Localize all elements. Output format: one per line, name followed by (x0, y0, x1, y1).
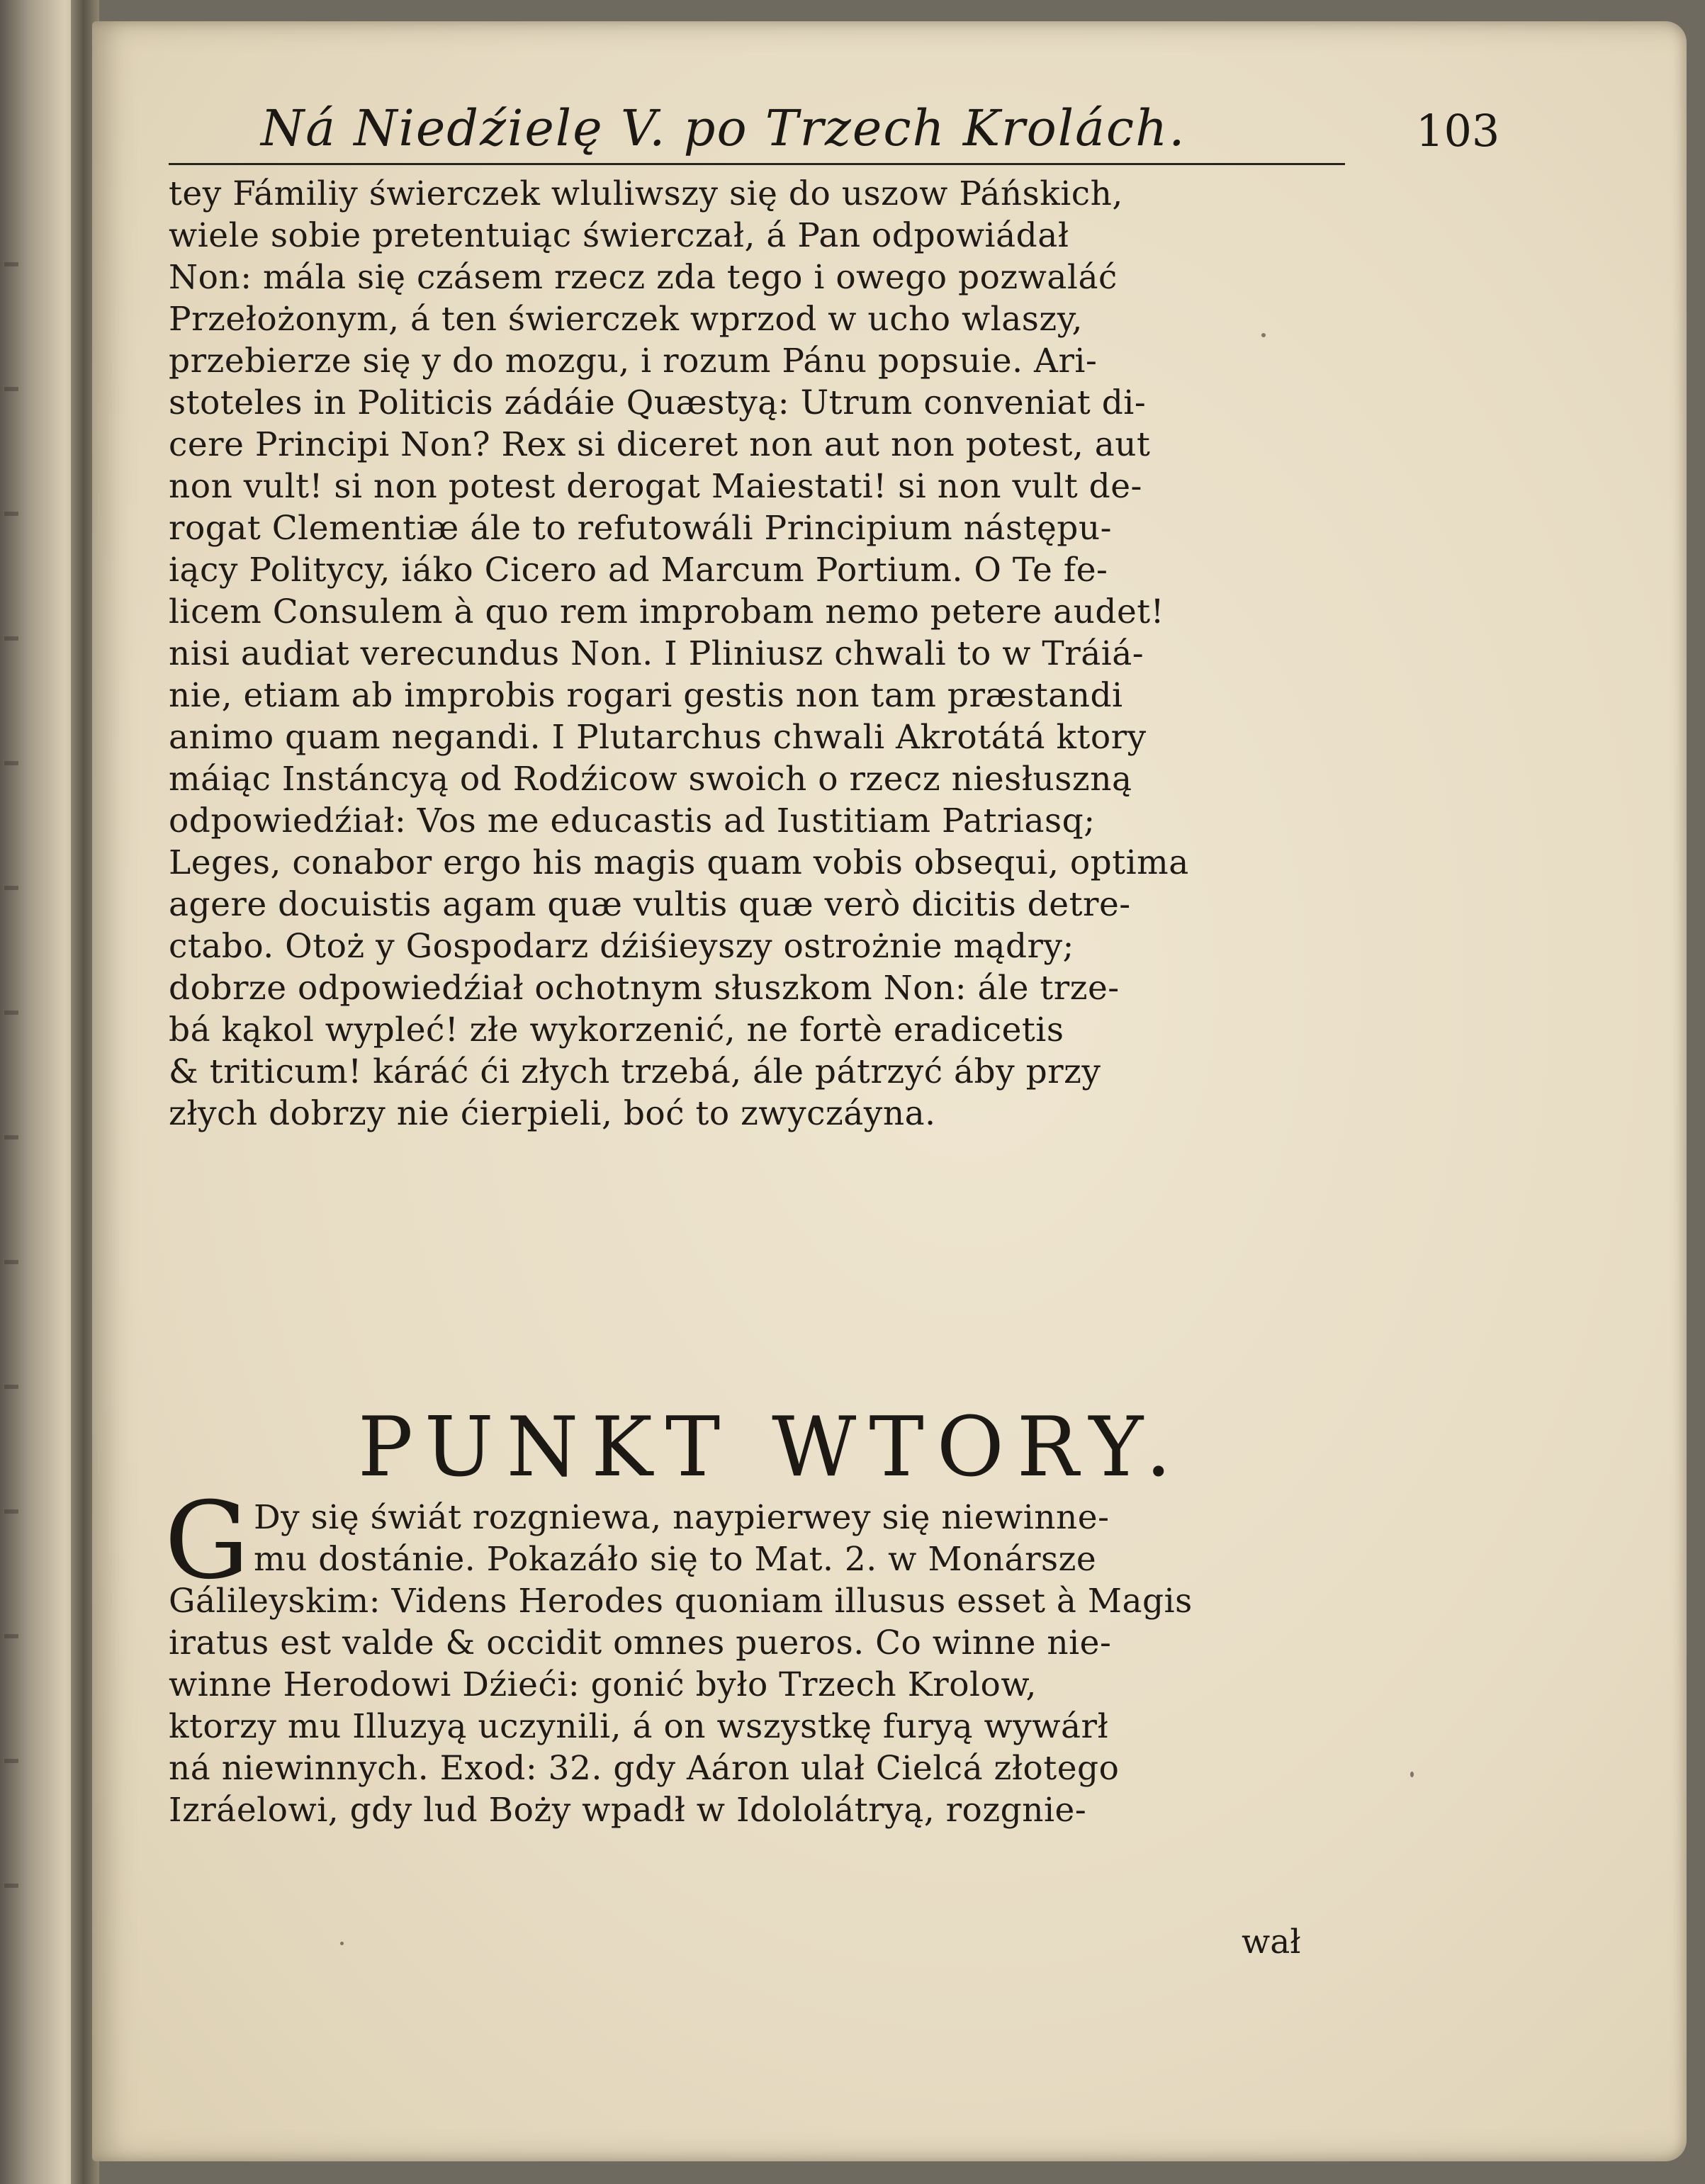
text-line: nie, etiam ab improbis rogari gestis non tam præstandi (169, 676, 1123, 715)
paper-speck (1410, 1772, 1414, 1777)
text-line: ktorzy mu Illuzyą uczynili, á on wszystkę furyą wywárł (169, 1707, 1109, 1746)
text-line: Non: mála się czásem rzecz zda tego i owego pozwaláć (169, 258, 1118, 297)
text-line: & triticum! káráć ći złych trzebá, ále pátrzyć áby przy (169, 1052, 1101, 1091)
text-line: wiele sobie pretentuiąc świerczał, á Pan odpowiádał (169, 216, 1069, 255)
text-line: Przełożonym, á ten świerczek wprzod w ucho wlaszy, (169, 300, 1083, 339)
text-line: Dy się świát rozgniewa, naypierwey się niewinne- (254, 1498, 1110, 1537)
text-line: złych dobrzy nie ćierpieli, boć to zwyczáyna. (169, 1094, 936, 1133)
text-line: Gálileyskim: Videns Herodes quoniam illusus esset à Magis (169, 1582, 1193, 1621)
text-line: agere docuistis agam quæ vultis quæ verò dicitis detre- (169, 885, 1131, 924)
text-line: dobrze odpowiedźiał ochotnym słuszkom Non: ále trze- (169, 969, 1120, 1008)
section-body (164, 1480, 1373, 1831)
running-head: Ná Niedźielę V. po Trzech Krolách. (261, 99, 1186, 157)
text-line: mu dostánie. Pokazáło się to Mat. 2. w Monárszе (254, 1540, 1097, 1579)
text-line: licem Consulem à quo rem improbam nemo petere audet! (169, 592, 1165, 631)
facing-page-marks (4, 142, 18, 1984)
text-line: iratus est valde & occidit omnes pueros. Co winne nie- (169, 1623, 1112, 1662)
body-text (169, 173, 1373, 1135)
drop-cap: G (164, 1480, 249, 1603)
text-line: winne Herodowi Dźieći: gonić było Trzech Krolow, (169, 1665, 1037, 1704)
text-line: Izráelowi, gdy lud Boży wpadł w Idololátryą, rozgnie- (169, 1791, 1087, 1830)
text-line: stoteles in Politicis zádáie Quæstyą: Utrum conveniat di- (169, 383, 1147, 422)
page-number: 103 (1416, 105, 1500, 157)
paper-speck (1261, 333, 1266, 337)
text-line: ctabo. Otoż y Gospodarz dźiśieyszy ostrożnie mądry; (169, 927, 1074, 966)
catchword: wał (1242, 1923, 1301, 1961)
text-line: odpowiedźiał: Vos me educastis ad Iustitiam Patriasq; (169, 801, 1096, 840)
text-line: Leges, conabor ergo his magis quam vobis obsequi, optima (169, 843, 1189, 882)
text-line: tey Fámiliy świerczek wluliwszy się do uszow Páńskich, (169, 174, 1123, 213)
text-line: máiąc Instáncyą od Rodźicow swoich o rzecz niesłuszną (169, 760, 1132, 799)
text-line: nisi audiat verecundus Non. I Pliniusz chwali to w Tráiá- (169, 634, 1144, 673)
header-rule (169, 163, 1345, 165)
section-heading: PUNKT WTORY. (357, 1400, 1185, 1495)
text-line: bá kąkol wypleć! złe wykorzenić, ne fortè eradicetis (169, 1011, 1064, 1049)
text-line: non vult! si non potest derogat Maiestati! si non vult de- (169, 467, 1142, 506)
text-line: ná niewinnych. Exod: 32. gdy Aáron ulał Cielcá złotego (169, 1749, 1120, 1788)
text-line: iący Politycy, iáko Cicero ad Marcum Portium. O Te fe- (169, 551, 1108, 590)
paper-speck (340, 1942, 344, 1945)
text-line: cere Principi Non? Rex si diceret non aut non potest, aut (169, 425, 1151, 464)
page-header (169, 99, 1500, 170)
text-line: animo quam negandi. I Plutarchus chwali Akrotátá ktory (169, 718, 1147, 757)
text-line: rogat Clementiæ ále to refutowáli Principium nástępu- (169, 509, 1113, 548)
text-line: przebierze się y do mozgu, i rozum Pánu popsuie. Ari- (169, 342, 1098, 381)
